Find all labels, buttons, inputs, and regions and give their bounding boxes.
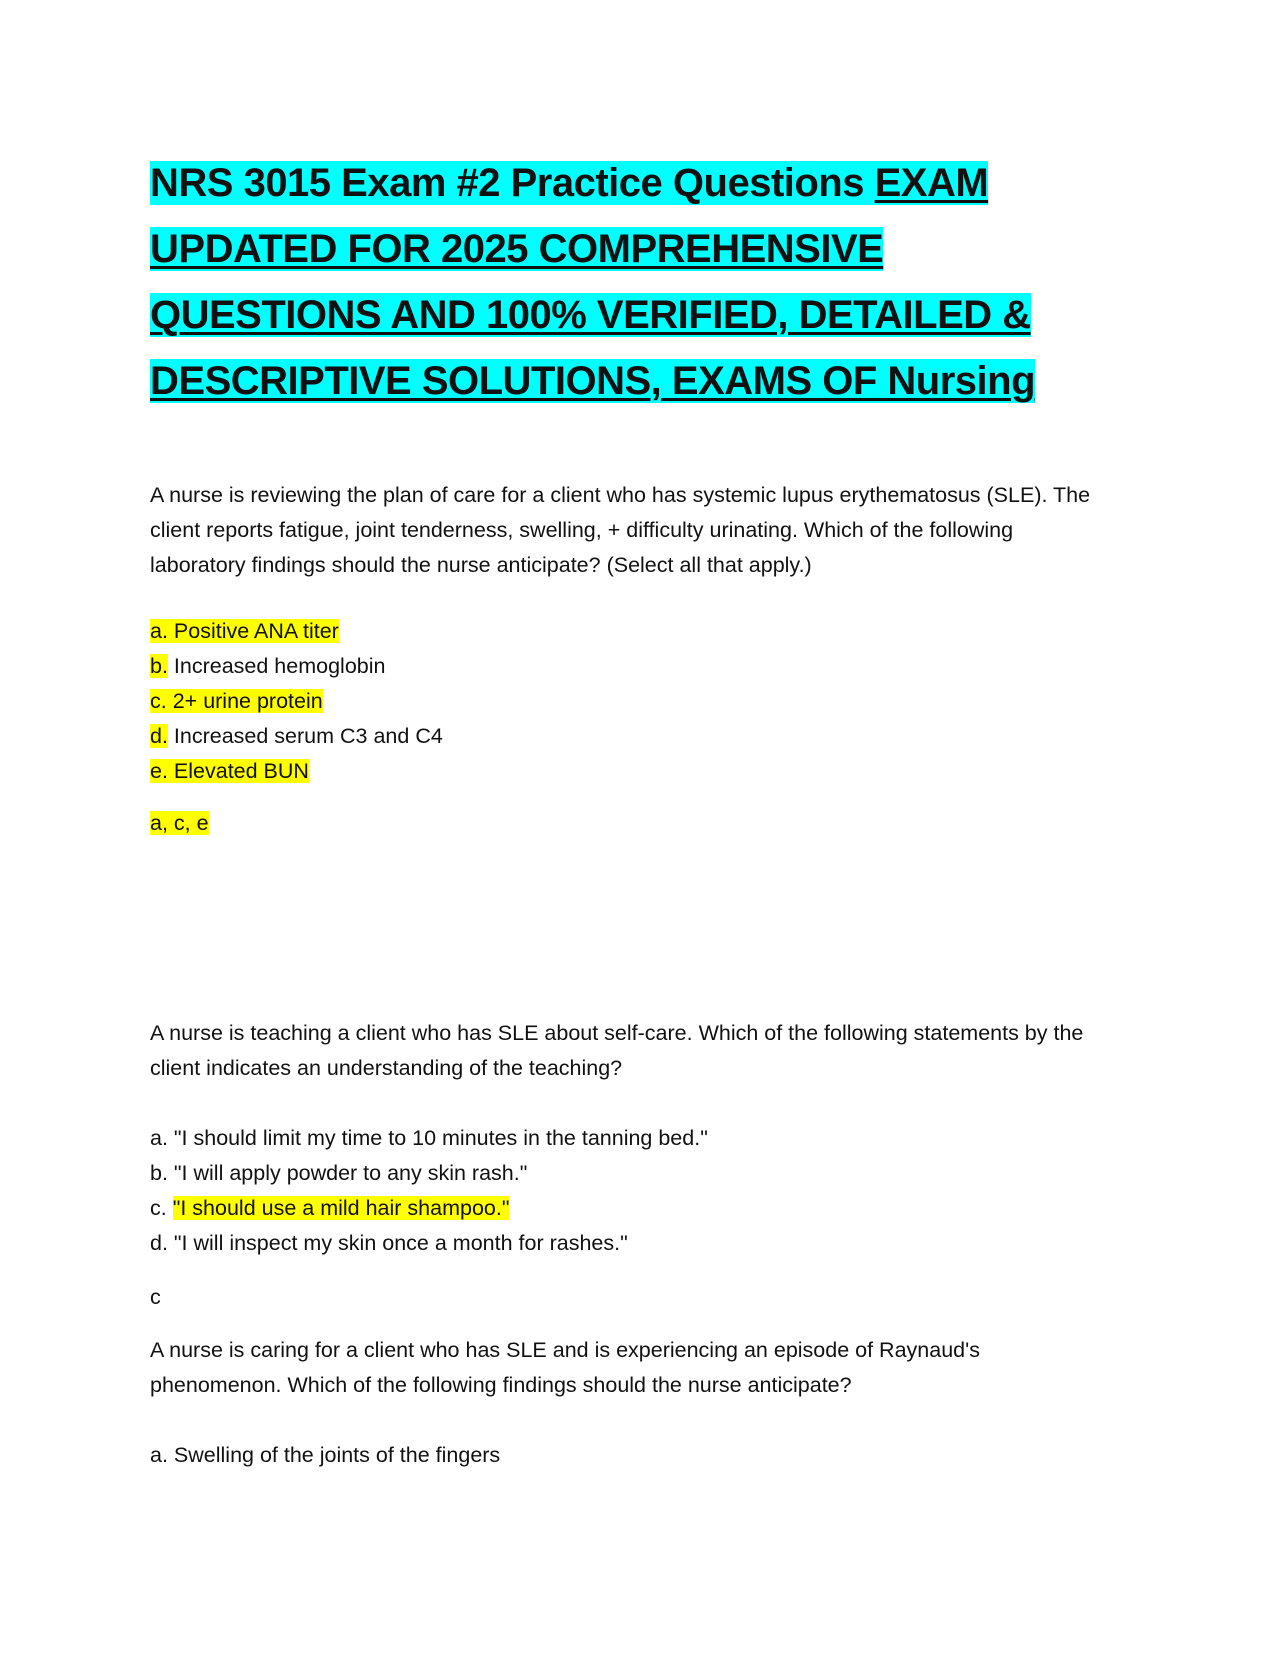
question-2-option-b xyxy=(150,1156,527,1191)
question-3-stem: A nurse is caring for a client who has SLE and is experiencing an episode of Raynaud's phenomenon. Which of the following findings should the nurse anticipate? xyxy=(150,1338,980,1397)
question-1-option-a xyxy=(150,614,339,649)
title-subtitle: EXAM UPDATED FOR 2025 COMPREHENSIVE QUESTIONS AND 100% VERIFIED, DETAILED & DESCRIPTIVE SOLUTIONS, EXAMS OF Nursing xyxy=(150,161,1036,403)
option-text: Increased serum C3 and C4 xyxy=(167,724,443,748)
question-2-stem: A nurse is teaching a client who has SLE about self-care. Which of the following statements by the client indicates an understanding of the teaching? xyxy=(150,1021,1084,1080)
option-letter: d. xyxy=(150,1231,168,1255)
option-letter: a. xyxy=(150,1126,168,1150)
option-text: "I should use a mild hair shampoo." xyxy=(172,1196,510,1220)
question-2-answer: c xyxy=(150,1285,161,1309)
option-letter: e. xyxy=(150,759,168,783)
option-letter: c. xyxy=(150,1196,167,1220)
option-letter: c. xyxy=(150,689,167,713)
question-2-option-c xyxy=(150,1191,509,1226)
option-letter: d. xyxy=(150,724,168,748)
question-1-option-c xyxy=(150,684,323,719)
option-text: Swelling of the joints of the fingers xyxy=(167,1443,501,1467)
answer-text: a, c, e xyxy=(150,811,209,835)
question-1-option-d xyxy=(150,719,443,754)
option-letter: b. xyxy=(150,654,168,678)
title-course: NRS 3015 Exam #2 Practice Questions xyxy=(150,161,875,205)
option-text: Increased hemoglobin xyxy=(167,654,386,678)
question-1-stem: A nurse is reviewing the plan of care for a client who has systemic lupus erythematosus (SLE). The client reports fatigue, joint tenderness, swelling, + difficulty urinating. Which of the following laboratory findings should the nurse anticipate? (Select all that apply.) xyxy=(150,483,1091,577)
question-1-option-e xyxy=(150,754,309,789)
question-1-option-b xyxy=(150,649,385,684)
option-text: "I will apply powder to any skin rash." xyxy=(167,1161,528,1185)
option-letter: b. xyxy=(150,1161,168,1185)
question-1-answer xyxy=(150,806,209,841)
option-text: "I should limit my time to 10 minutes in the tanning bed." xyxy=(167,1126,708,1150)
option-text: Elevated BUN xyxy=(167,759,309,783)
option-text: 2+ urine protein xyxy=(166,689,323,713)
question-3-option-a xyxy=(150,1438,500,1473)
question-2-option-d xyxy=(150,1226,628,1261)
option-text: "I will inspect my skin once a month for rashes." xyxy=(167,1231,628,1255)
option-letter: a. xyxy=(150,619,168,643)
option-letter: a. xyxy=(150,1443,168,1467)
option-text: Positive ANA titer xyxy=(167,619,339,643)
document-title xyxy=(150,150,1110,414)
question-2-option-a xyxy=(150,1121,708,1156)
